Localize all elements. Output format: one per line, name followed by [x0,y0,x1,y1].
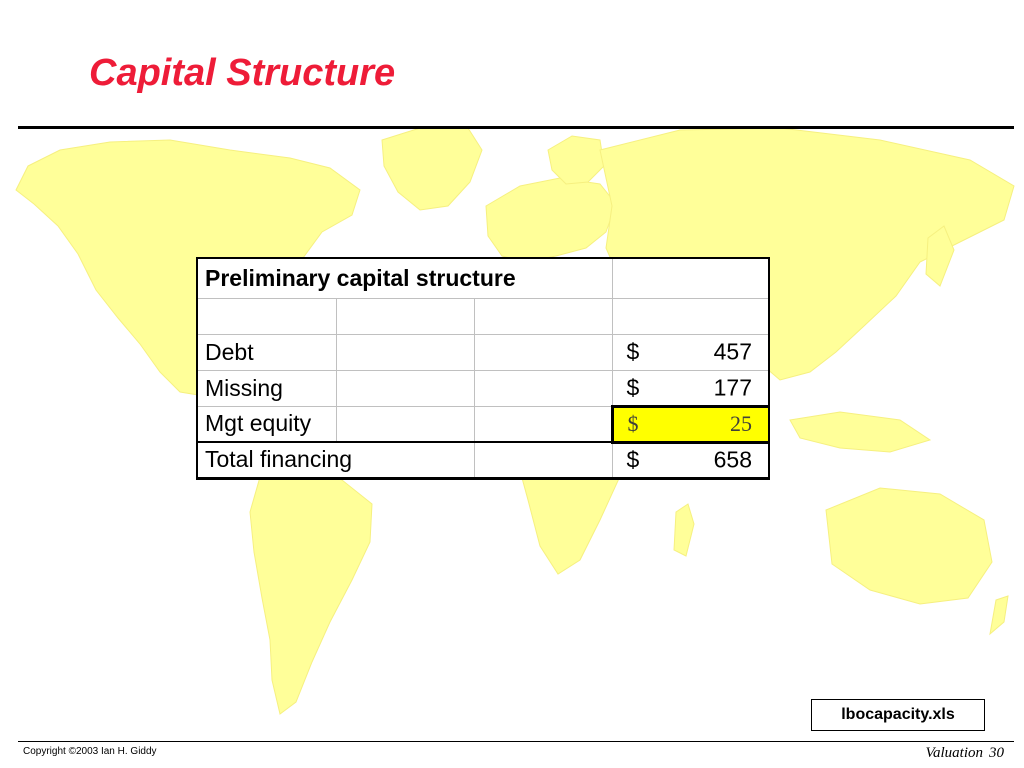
madagascar-shape [674,504,694,556]
page-number: 30 [989,745,1004,761]
table-heading: Preliminary capital structure [197,258,612,298]
south-america-shape [250,462,372,714]
currency-symbol: $ [627,411,639,436]
file-name-label: lbocapacity.xls [811,699,985,731]
table-row [197,370,769,406]
australia-shape [826,488,992,604]
value-amount: 177 [713,374,752,400]
empty-cell[interactable] [474,370,612,406]
table-row [197,298,769,334]
empty-cell[interactable] [197,298,336,334]
empty-cell[interactable] [336,298,474,334]
row-label[interactable]: Missing [197,370,336,406]
table-row [197,406,769,442]
table-heading-row [197,258,769,298]
section-name: Valuation [925,745,983,761]
empty-cell[interactable] [336,370,474,406]
europe-shape [486,178,616,262]
new-zealand-shape [990,596,1008,634]
copyright-text: Copyright ©2003 Ian H. Giddy [23,746,157,757]
total-value-cell[interactable] [612,442,769,478]
capital-structure-table [196,257,770,480]
row-label[interactable]: Debt [197,334,336,370]
footer-divider [18,741,1014,742]
slide-footer [925,745,1004,762]
indonesia-shape [790,412,930,452]
greenland-shape [382,128,482,210]
empty-cell[interactable] [474,298,612,334]
empty-cell[interactable] [336,406,474,442]
currency-symbol: $ [626,446,640,473]
table-row [197,334,769,370]
value-cell[interactable] [612,370,769,406]
scandinavia-shape [548,136,604,184]
value-amount: 25 [730,411,752,436]
highlighted-value-cell[interactable] [612,406,769,442]
empty-cell[interactable] [612,258,769,298]
value-amount: 457 [713,338,752,365]
total-amount: 658 [713,446,752,473]
empty-cell[interactable] [612,298,769,334]
empty-cell[interactable] [474,442,612,478]
currency-symbol: $ [626,374,640,400]
title-divider [18,126,1014,129]
total-label[interactable]: Total financing [197,442,474,478]
empty-cell[interactable] [336,334,474,370]
value-cell[interactable] [612,334,769,370]
row-label[interactable]: Mgt equity [197,406,336,442]
total-row [197,442,769,478]
slide-title: Capital Structure [89,52,396,94]
currency-symbol: $ [626,338,640,365]
empty-cell[interactable] [474,334,612,370]
empty-cell[interactable] [474,406,612,442]
